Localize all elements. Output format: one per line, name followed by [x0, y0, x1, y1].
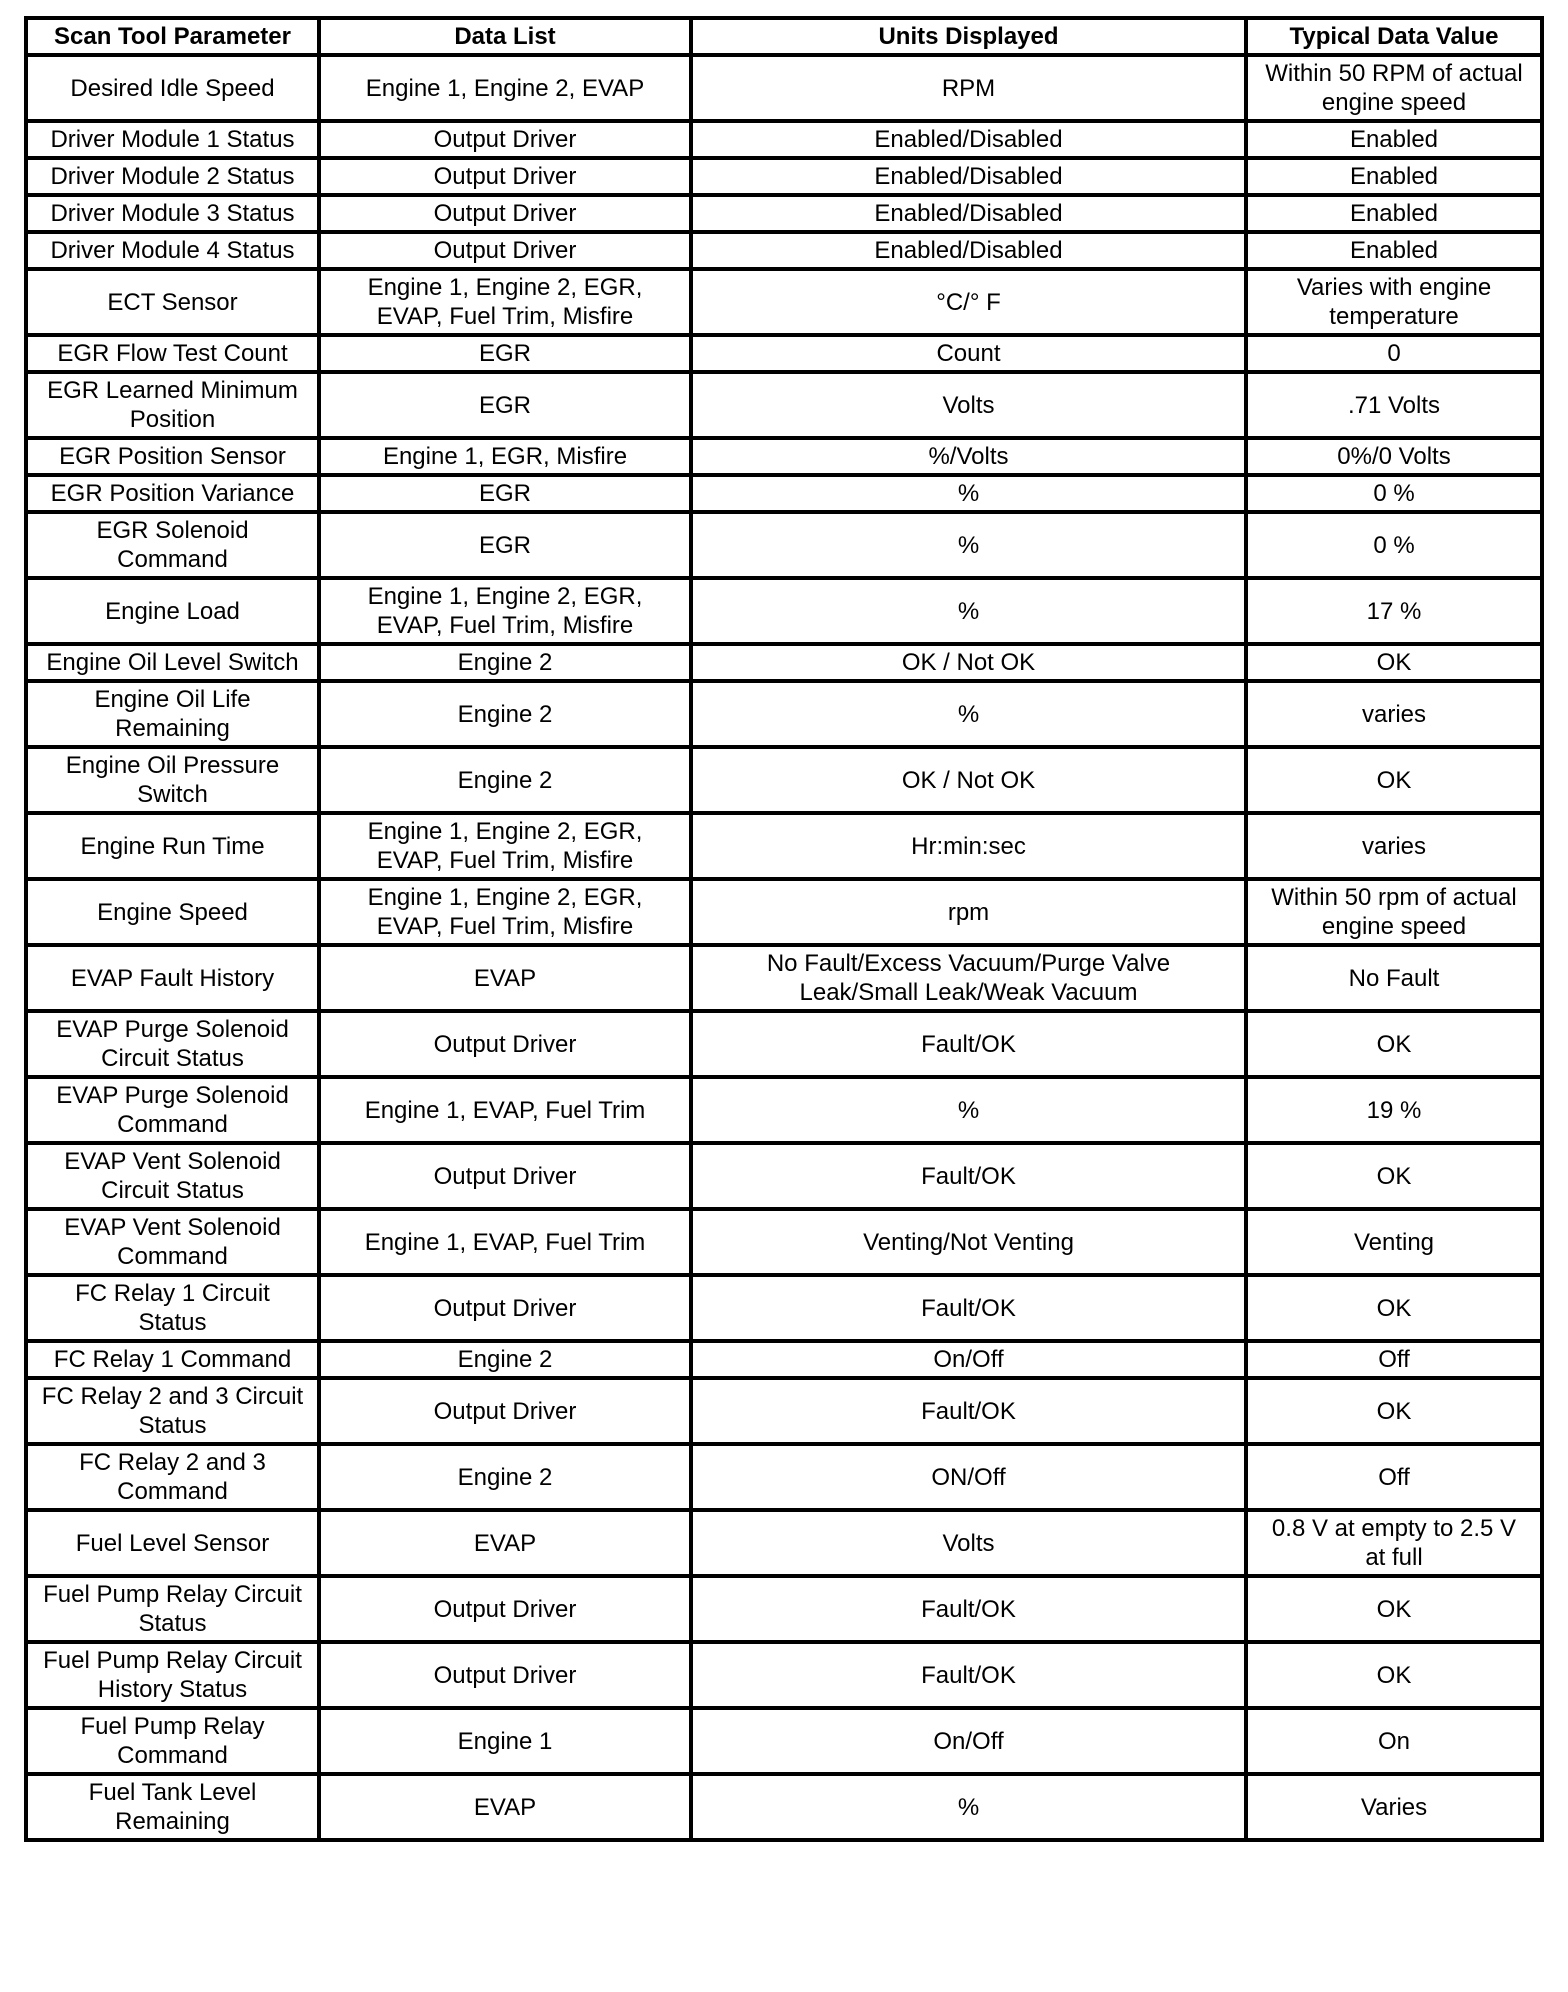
cell-data-list: EVAP [319, 1774, 691, 1840]
cell-data-list: Output Driver [319, 1011, 691, 1077]
cell-units: Enabled/Disabled [691, 195, 1246, 232]
cell-data-list: Engine 2 [319, 747, 691, 813]
cell-data-list: EGR [319, 335, 691, 372]
cell-units: Venting/Not Venting [691, 1209, 1246, 1275]
cell-parameter: EVAP Purge Solenoid Command [26, 1077, 319, 1143]
cell-typical-value: OK [1246, 1576, 1542, 1642]
table-row [26, 158, 1542, 195]
header-data-list: Data List [319, 18, 691, 55]
cell-units: Count [691, 335, 1246, 372]
table-row [26, 1341, 1542, 1378]
cell-units: Volts [691, 1510, 1246, 1576]
cell-data-list: Engine 1, Engine 2, EGR, EVAP, Fuel Trim, Misfire [319, 269, 691, 335]
cell-typical-value: Enabled [1246, 158, 1542, 195]
cell-typical-value: No Fault [1246, 945, 1542, 1011]
table-row [26, 195, 1542, 232]
table-row [26, 1510, 1542, 1576]
cell-typical-value: 0 [1246, 335, 1542, 372]
table-row [26, 1444, 1542, 1510]
table-row [26, 879, 1542, 945]
cell-parameter: Driver Module 3 Status [26, 195, 319, 232]
cell-parameter: Fuel Pump Relay Command [26, 1708, 319, 1774]
cell-data-list: Output Driver [319, 1378, 691, 1444]
cell-units: % [691, 578, 1246, 644]
cell-parameter: Driver Module 2 Status [26, 158, 319, 195]
cell-data-list: Engine 1 [319, 1708, 691, 1774]
cell-parameter: Fuel Pump Relay Circuit History Status [26, 1642, 319, 1708]
cell-data-list: EVAP [319, 945, 691, 1011]
cell-data-list: Output Driver [319, 1576, 691, 1642]
cell-parameter: EGR Position Sensor [26, 438, 319, 475]
cell-data-list: Output Driver [319, 232, 691, 269]
cell-data-list: Engine 1, EGR, Misfire [319, 438, 691, 475]
scan-tool-data-table [24, 16, 1544, 1842]
cell-parameter: Engine Oil Pressure Switch [26, 747, 319, 813]
cell-data-list: EGR [319, 475, 691, 512]
table-row [26, 335, 1542, 372]
cell-parameter: Engine Oil Level Switch [26, 644, 319, 681]
cell-parameter: Fuel Level Sensor [26, 1510, 319, 1576]
cell-units: % [691, 512, 1246, 578]
table-row [26, 1642, 1542, 1708]
table-row [26, 1143, 1542, 1209]
table-row [26, 813, 1542, 879]
cell-units: % [691, 1774, 1246, 1840]
cell-units: rpm [691, 879, 1246, 945]
cell-typical-value: Off [1246, 1341, 1542, 1378]
cell-units: OK / Not OK [691, 644, 1246, 681]
cell-data-list: Engine 2 [319, 1444, 691, 1510]
cell-data-list: Engine 2 [319, 681, 691, 747]
table-row [26, 1576, 1542, 1642]
cell-parameter: Fuel Pump Relay Circuit Status [26, 1576, 319, 1642]
header-scan-tool-parameter: Scan Tool Parameter [26, 18, 319, 55]
cell-data-list: EGR [319, 512, 691, 578]
cell-units: Enabled/Disabled [691, 121, 1246, 158]
cell-data-list: Engine 1, Engine 2, EVAP [319, 55, 691, 121]
cell-data-list: Output Driver [319, 121, 691, 158]
cell-data-list: Output Driver [319, 1275, 691, 1341]
cell-parameter: Driver Module 1 Status [26, 121, 319, 158]
table-row [26, 1708, 1542, 1774]
table-row [26, 578, 1542, 644]
cell-parameter: Engine Run Time [26, 813, 319, 879]
cell-typical-value: varies [1246, 813, 1542, 879]
cell-typical-value: Varies with engine temperature [1246, 269, 1542, 335]
cell-typical-value: OK [1246, 1011, 1542, 1077]
table-row [26, 945, 1542, 1011]
cell-parameter: EGR Solenoid Command [26, 512, 319, 578]
cell-parameter: FC Relay 1 Command [26, 1341, 319, 1378]
cell-parameter: EVAP Vent Solenoid Circuit Status [26, 1143, 319, 1209]
cell-typical-value: Enabled [1246, 232, 1542, 269]
cell-typical-value: Within 50 rpm of actual engine speed [1246, 879, 1542, 945]
cell-parameter: Fuel Tank Level Remaining [26, 1774, 319, 1840]
table-row [26, 644, 1542, 681]
cell-data-list: Engine 2 [319, 644, 691, 681]
table-row [26, 1077, 1542, 1143]
cell-data-list: EVAP [319, 1510, 691, 1576]
cell-data-list: Output Driver [319, 1642, 691, 1708]
table-row [26, 1378, 1542, 1444]
cell-parameter: Engine Speed [26, 879, 319, 945]
cell-typical-value: OK [1246, 747, 1542, 813]
cell-parameter: EGR Position Variance [26, 475, 319, 512]
cell-units: % [691, 1077, 1246, 1143]
header-typical-data-value: Typical Data Value [1246, 18, 1542, 55]
cell-units: Fault/OK [691, 1576, 1246, 1642]
cell-typical-value: 0.8 V at empty to 2.5 V at full [1246, 1510, 1542, 1576]
table-row [26, 512, 1542, 578]
cell-typical-value: 17 % [1246, 578, 1542, 644]
cell-typical-value: 0 % [1246, 512, 1542, 578]
table-row [26, 372, 1542, 438]
cell-typical-value: Within 50 RPM of actual engine speed [1246, 55, 1542, 121]
cell-typical-value: OK [1246, 644, 1542, 681]
cell-parameter: FC Relay 2 and 3 Circuit Status [26, 1378, 319, 1444]
cell-units: % [691, 475, 1246, 512]
cell-units: Enabled/Disabled [691, 158, 1246, 195]
cell-units: °C/° F [691, 269, 1246, 335]
table-row [26, 121, 1542, 158]
cell-typical-value: Enabled [1246, 121, 1542, 158]
cell-units: Enabled/Disabled [691, 232, 1246, 269]
table-row [26, 1011, 1542, 1077]
cell-units: On/Off [691, 1708, 1246, 1774]
table-row [26, 438, 1542, 475]
cell-typical-value: Venting [1246, 1209, 1542, 1275]
table-row [26, 475, 1542, 512]
cell-data-list: Engine 1, Engine 2, EGR, EVAP, Fuel Trim, Misfire [319, 813, 691, 879]
cell-units: Fault/OK [691, 1143, 1246, 1209]
cell-units: Hr:min:sec [691, 813, 1246, 879]
cell-units: Fault/OK [691, 1011, 1246, 1077]
cell-typical-value: Off [1246, 1444, 1542, 1510]
cell-typical-value: Varies [1246, 1774, 1542, 1840]
cell-parameter: EVAP Vent Solenoid Command [26, 1209, 319, 1275]
cell-units: No Fault/Excess Vacuum/Purge Valve Leak/Small Leak/Weak Vacuum [691, 945, 1246, 1011]
table-row [26, 269, 1542, 335]
cell-typical-value: 19 % [1246, 1077, 1542, 1143]
cell-typical-value: On [1246, 1708, 1542, 1774]
cell-typical-value: 0 % [1246, 475, 1542, 512]
cell-parameter: ECT Sensor [26, 269, 319, 335]
cell-typical-value: OK [1246, 1275, 1542, 1341]
cell-typical-value: .71 Volts [1246, 372, 1542, 438]
cell-parameter: Driver Module 4 Status [26, 232, 319, 269]
cell-typical-value: OK [1246, 1143, 1542, 1209]
cell-data-list: Engine 1, EVAP, Fuel Trim [319, 1077, 691, 1143]
cell-units: Volts [691, 372, 1246, 438]
cell-data-list: Engine 1, Engine 2, EGR, EVAP, Fuel Trim, Misfire [319, 879, 691, 945]
cell-parameter: EGR Flow Test Count [26, 335, 319, 372]
cell-parameter: Engine Oil Life Remaining [26, 681, 319, 747]
table-row [26, 55, 1542, 121]
cell-typical-value: 0%/0 Volts [1246, 438, 1542, 475]
table-row [26, 1275, 1542, 1341]
cell-units: Fault/OK [691, 1378, 1246, 1444]
cell-parameter: FC Relay 1 Circuit Status [26, 1275, 319, 1341]
cell-units: On/Off [691, 1341, 1246, 1378]
cell-units: Fault/OK [691, 1275, 1246, 1341]
cell-data-list: EGR [319, 372, 691, 438]
table-row [26, 747, 1542, 813]
cell-typical-value: Enabled [1246, 195, 1542, 232]
cell-typical-value: OK [1246, 1642, 1542, 1708]
cell-units: ON/Off [691, 1444, 1246, 1510]
cell-parameter: EGR Learned Minimum Position [26, 372, 319, 438]
cell-parameter: Desired Idle Speed [26, 55, 319, 121]
cell-parameter: EVAP Purge Solenoid Circuit Status [26, 1011, 319, 1077]
header-units-displayed: Units Displayed [691, 18, 1246, 55]
table-row [26, 1774, 1542, 1840]
table-row [26, 681, 1542, 747]
cell-units: %/Volts [691, 438, 1246, 475]
cell-data-list: Output Driver [319, 158, 691, 195]
table-row [26, 232, 1542, 269]
cell-data-list: Output Driver [319, 195, 691, 232]
cell-units: OK / Not OK [691, 747, 1246, 813]
cell-typical-value: varies [1246, 681, 1542, 747]
table-body [26, 55, 1542, 1840]
table-row [26, 1209, 1542, 1275]
cell-data-list: Engine 1, Engine 2, EGR, EVAP, Fuel Trim, Misfire [319, 578, 691, 644]
cell-typical-value: OK [1246, 1378, 1542, 1444]
cell-data-list: Output Driver [319, 1143, 691, 1209]
cell-parameter: FC Relay 2 and 3 Command [26, 1444, 319, 1510]
cell-data-list: Engine 2 [319, 1341, 691, 1378]
cell-units: Fault/OK [691, 1642, 1246, 1708]
cell-data-list: Engine 1, EVAP, Fuel Trim [319, 1209, 691, 1275]
cell-parameter: EVAP Fault History [26, 945, 319, 1011]
cell-units: RPM [691, 55, 1246, 121]
cell-units: % [691, 681, 1246, 747]
cell-parameter: Engine Load [26, 578, 319, 644]
table-header-row [26, 18, 1542, 55]
